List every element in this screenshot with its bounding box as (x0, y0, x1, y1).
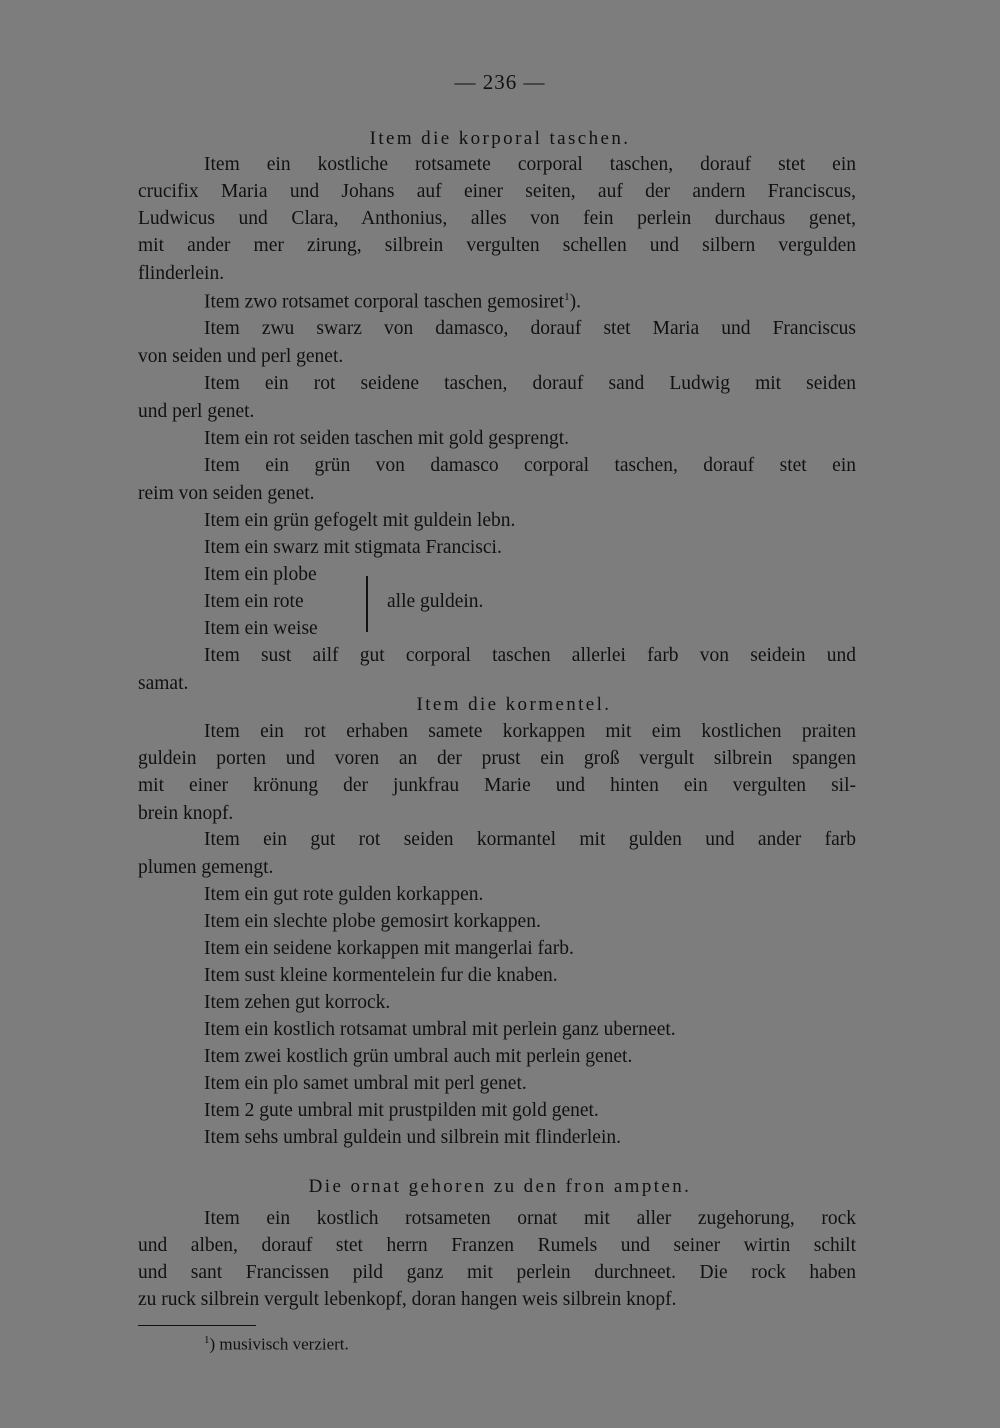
paragraph-line: Item ein rot erhaben samete korkappen mit eim kostlichen praiten (204, 721, 856, 742)
paragraph-line: mit einer krönung der junkfrau Marie und hinten ein vergulten sil- (138, 775, 856, 796)
footnote-rule (138, 1325, 256, 1326)
brace-item: Item ein rote (204, 591, 304, 612)
heading-korporal-taschen: Item die korporal taschen. (369, 128, 631, 149)
list-item: Item ein slechte plobe gemosirt korkappen. (204, 911, 541, 932)
paragraph-line: Item ein rot seidene taschen, dorauf sand Ludwig mit seiden (204, 373, 856, 394)
list-item: Item zwei kostlich grün umbral auch mit perlein genet. (204, 1046, 633, 1067)
list-item: Item ein kostlich rotsamat umbral mit perlein ganz uberneet. (204, 1019, 676, 1040)
list-item: Item zehen gut korrock. (204, 992, 391, 1013)
paragraph-line: und alben, dorauf stet herrn Franzen Rumels und seiner wirtin schilt (138, 1235, 856, 1256)
paragraph-line: samat. (138, 673, 189, 694)
footnote-text: ) musivisch verziert. (209, 1334, 349, 1354)
heading-ornat: Die ornat gehoren zu den fron ampten. (308, 1176, 692, 1197)
list-item: Item sehs umbral guldein und silbrein mit flinderlein. (204, 1127, 622, 1148)
item-line: Item ein grün gefogelt mit guldein lebn. (204, 510, 516, 531)
paragraph-line: Item ein gut rot seiden kormantel mit gulden und ander farb (204, 829, 856, 850)
paragraph-line: Ludwicus und Clara, Anthonius, alles von fein perlein durchaus genet, (138, 208, 856, 229)
list-item: Item sust kleine kormentelein fur die knaben. (204, 965, 558, 986)
paragraph-line: brein knopf. (138, 803, 234, 824)
footnote-marker: 1 (564, 291, 570, 303)
footnote (204, 1334, 349, 1355)
paragraph-line: Item ein grün von damasco corporal taschen, dorauf stet ein (204, 455, 856, 476)
brace-item: Item ein weise (204, 618, 318, 639)
paragraph-line: plumen gemengt. (138, 857, 274, 878)
paragraph-line: Item zwu swarz von damasco, dorauf stet Maria und Franciscus (204, 318, 856, 339)
paragraph-line: von seiden und perl genet. (138, 346, 344, 367)
footnote-number: 1 (204, 1334, 210, 1346)
paragraph-line: guldein porten und voren an der prust ein groß vergult silbrein spangen (138, 748, 856, 769)
list-item: Item ein gut rote gulden korkappen. (204, 884, 484, 905)
paragraph-line: flinderlein. (138, 263, 225, 284)
page-number: — 236 — (454, 70, 546, 94)
list-item: Item ein plo samet umbral mit perl genet. (204, 1073, 527, 1094)
paragraph-line: Item sust ailf gut corporal taschen allerlei farb von seidein und (204, 645, 856, 666)
heading-kormentel: Item die kormentel. (416, 694, 612, 715)
item-zwo-end: ). (569, 291, 581, 313)
paragraph-line: reim von seiden genet. (138, 483, 315, 504)
paragraph-line: und perl genet. (138, 401, 255, 422)
list-item: Item 2 gute umbral mit prustpilden mit gold genet. (204, 1100, 599, 1121)
paragraph-line: zu ruck silbrein vergult lebenkopf, doran hangen weis silbrein knopf. (138, 1289, 677, 1310)
brace-item: Item ein plobe (204, 564, 317, 585)
paragraph-line: crucifix Maria und Johans auf einer seiten, auf der andern Franciscus, (138, 181, 856, 202)
list-item: Item ein seidene korkappen mit mangerlai farb. (204, 938, 574, 959)
item-zwo-text: Item zwo rotsamet corporal taschen gemosiret (204, 291, 565, 313)
brace-label: alle guldein. (387, 591, 484, 612)
item-zwo-line (204, 291, 581, 314)
brace-bracket (366, 576, 378, 632)
item-line: Item ein rot seiden taschen mit gold gesprengt. (204, 428, 569, 449)
paragraph-line: mit ander mer zirung, silbrein vergulten schellen und silbern vergulden (138, 235, 856, 256)
paragraph-line: Item ein kostliche rotsamete corporal taschen, dorauf stet ein (204, 154, 856, 175)
paragraph-line: und sant Francissen pild ganz mit perlein durchneet. Die rock haben (138, 1262, 856, 1283)
item-line: Item ein swarz mit stigmata Francisci. (204, 537, 502, 558)
paragraph-line: Item ein kostlich rotsameten ornat mit aller zugehorung, rock (204, 1208, 856, 1229)
